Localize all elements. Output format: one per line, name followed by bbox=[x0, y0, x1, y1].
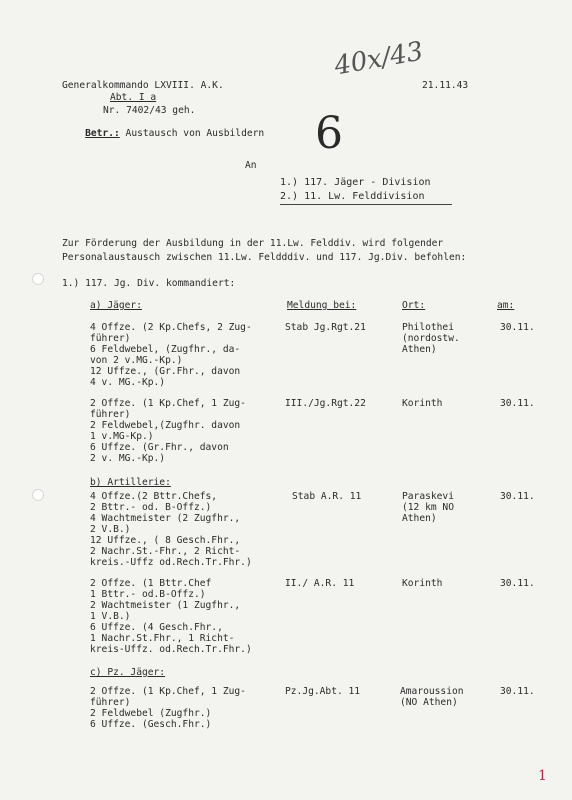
entry-meldung: Stab Jg.Rgt.21 bbox=[285, 322, 366, 333]
entry-line: 4 Offze.(2 Bttr.Chefs, bbox=[90, 491, 218, 502]
entry-line: 2 v. MG.-Kp.) bbox=[90, 453, 166, 464]
entry-ort: Korinth bbox=[402, 398, 443, 409]
entry-line: 12 Uffze., ( 8 Gesch.Fhr., bbox=[90, 535, 241, 546]
entry-line: 4 Wachtmeister (2 Zugfhr., bbox=[90, 513, 241, 524]
entry-am: 30.11. bbox=[500, 491, 535, 502]
entry-am: 30.11. bbox=[500, 322, 535, 333]
entry-line: führer) bbox=[90, 697, 131, 708]
entry-ort: Paraskevi bbox=[402, 491, 454, 502]
entry-line: 6 Uffze. (Gesch.Fhr.) bbox=[90, 719, 212, 730]
entry-line: 2 Offze. (1 Kp.Chef, 1 Zug- bbox=[90, 398, 246, 409]
entry-line: 12 Uffze., (Gr.Fhr., davon bbox=[90, 366, 241, 377]
entry-line: 6 Feldwebel, (Zugfhr., da- bbox=[90, 344, 241, 355]
office-line: Generalkommando LXVIII. A.K. bbox=[62, 80, 224, 91]
an-label: An bbox=[245, 160, 257, 171]
document-date: 21.11.43 bbox=[422, 80, 469, 91]
handwritten-big-number: 6 bbox=[315, 108, 343, 159]
entry-meldung: II./ A.R. 11 bbox=[285, 578, 355, 589]
entry-ort: Philothei bbox=[402, 322, 454, 333]
entry-ort: Amaroussion bbox=[400, 686, 464, 697]
entry-line: 2 Bttr.- od. B-Offz.) bbox=[90, 502, 212, 513]
entry-line: führer) bbox=[90, 333, 131, 344]
entry-meldung: III./Jg.Rgt.22 bbox=[285, 398, 366, 409]
group-label-jaeger: a) Jäger: bbox=[90, 300, 142, 311]
entry-line: 2 Feldwebel (Zugfhr.) bbox=[90, 708, 212, 719]
entry-ort: Korinth bbox=[402, 578, 443, 589]
entry-ort: (nordostw. bbox=[402, 333, 460, 344]
entry-meldung: Stab A.R. 11 bbox=[292, 491, 362, 502]
subject-line bbox=[62, 117, 264, 150]
entry-am: 30.11. bbox=[500, 578, 535, 589]
intro-line-1: Zur Förderung der Ausbildung in der 11.Lw. Felddiv. wird folgender bbox=[62, 238, 444, 249]
entry-line: 4 Offze. (2 Kp.Chefs, 2 Zug- bbox=[90, 322, 252, 333]
entry-line: 6 Uffze. (4 Gesch.Fhr., bbox=[90, 622, 223, 633]
subject-label: Betr.: bbox=[85, 128, 120, 139]
column-header-meldung: Meldung bei: bbox=[287, 300, 357, 311]
entry-am: 30.11. bbox=[500, 398, 535, 409]
recipient-2: 2.) 11. Lw. Felddivision bbox=[280, 191, 425, 202]
entry-line: 2 V.B.) bbox=[90, 524, 131, 535]
punch-hole-bottom bbox=[32, 489, 44, 501]
column-header-am: am: bbox=[497, 300, 515, 311]
entry-line: kreis-Uffz. od.Rech.Tr.Fhr.) bbox=[90, 644, 252, 655]
recipient-1: 1.) 117. Jäger - Division bbox=[280, 177, 431, 188]
section-1-heading: 1.) 117. Jg. Div. kommandiert: bbox=[62, 278, 236, 289]
entry-line: 1 Nachr.St.Fhr., 1 Richt- bbox=[90, 633, 235, 644]
entry-line: 2 Feldwebel,(Zugfhr. davon bbox=[90, 420, 241, 431]
punch-hole-top bbox=[32, 273, 44, 285]
department-line: Abt. I a bbox=[110, 92, 157, 103]
entry-line: kreis.-Uffz od.Rech.Tr.Fhr.) bbox=[90, 557, 252, 568]
group-label-artillerie: b) Artillerie: bbox=[90, 477, 171, 488]
entry-am: 30.11. bbox=[500, 686, 535, 697]
entry-line: 1 v.MG-Kp.) bbox=[90, 431, 154, 442]
entry-ort: (12 km NO bbox=[402, 502, 454, 513]
entry-ort: Athen) bbox=[402, 344, 437, 355]
entry-line: führer) bbox=[90, 409, 131, 420]
footer-mark: 1 bbox=[538, 768, 547, 784]
entry-line: 2 Nachr.St.-Fhr., 2 Richt- bbox=[90, 546, 241, 557]
column-header-ort: Ort: bbox=[402, 300, 426, 311]
intro-line-2: Personalaustausch zwischen 11.Lw. Feldddiv. und 117. Jg.Div. befohlen: bbox=[62, 252, 467, 263]
entry-line: 1 Bttr.- od.B-Offz.) bbox=[90, 589, 206, 600]
entry-line: 2 Wachtmeister (1 Zugfhr., bbox=[90, 600, 241, 611]
subject-text: Austausch von Ausbildern bbox=[125, 128, 265, 139]
entry-line: 1 V.B.) bbox=[90, 611, 131, 622]
entry-meldung: Pz.Jg.Abt. 11 bbox=[285, 686, 361, 697]
group-label-pz-jaeger: c) Pz. Jäger: bbox=[90, 667, 166, 678]
entry-line: 2 Offze. (1 Kp.Chef, 1 Zug- bbox=[90, 686, 246, 697]
entry-line: 4 v. MG.-Kp.) bbox=[90, 377, 166, 388]
entry-ort: Athen) bbox=[402, 513, 437, 524]
reference-number: Nr. 7402/43 geh. bbox=[103, 105, 196, 116]
entry-ort: (NO Athen) bbox=[400, 697, 458, 708]
recipient-underline bbox=[280, 204, 452, 205]
entry-line: 6 Uffze. (Gr.Fhr., davon bbox=[90, 442, 229, 453]
handwritten-number: 40x/43 bbox=[332, 36, 426, 82]
entry-line: von 2 v.MG.-Kp.) bbox=[90, 355, 183, 366]
entry-line: 2 Offze. (1 Bttr.Chef bbox=[90, 578, 212, 589]
